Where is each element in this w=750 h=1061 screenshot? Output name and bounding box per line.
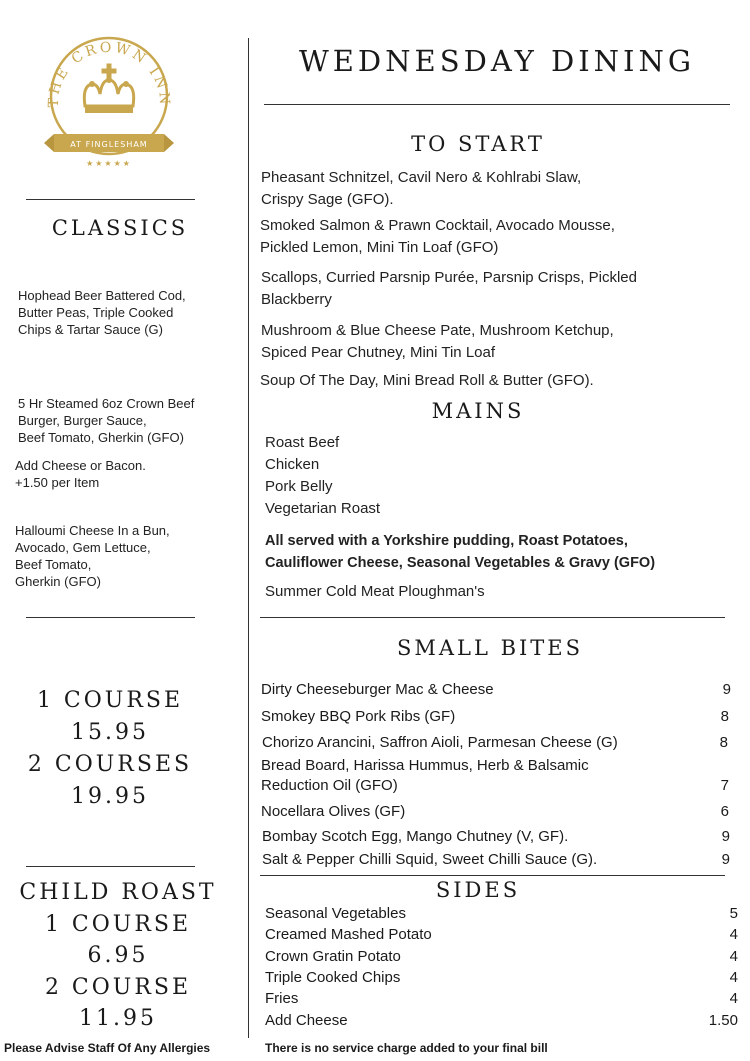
classics-item: Hophead Beer Battered Cod, Butter Peas, Triple Cooked Chips & Tartar Sauce (G) <box>18 288 186 337</box>
to-start-heading: TO START <box>411 132 545 156</box>
main-item: Chicken <box>265 456 320 473</box>
side-row <box>265 904 738 924</box>
main-item: Roast Beef <box>265 434 340 451</box>
small-bite-name: Bombay Scotch Egg, Mango Chutney (V, GF). <box>262 828 569 845</box>
main-item: Pork Belly <box>265 478 333 495</box>
divider-child-roast <box>26 866 195 867</box>
divider-classics-top <box>26 199 195 200</box>
course-label: 1 COURSE <box>36 688 184 713</box>
logo-ribbon-text: AT FINGLESHAM <box>70 140 148 149</box>
small-bite-price: 9 <box>721 851 730 868</box>
sides-heading: SIDES <box>435 878 521 902</box>
child-roast-prices <box>8 877 228 1035</box>
logo-stars: ★★★★★ <box>86 159 132 168</box>
small-bite-price: 9 <box>722 681 731 698</box>
side-price: 4 <box>729 969 738 986</box>
main-item: Summer Cold Meat Ploughman's <box>265 583 485 600</box>
small-bite-row <box>262 733 728 753</box>
side-row <box>265 968 738 988</box>
starter-item: Soup Of The Day, Mini Bread Roll & Butter (GFO). <box>260 372 594 389</box>
small-bite-price: 8 <box>719 734 728 751</box>
small-bite-price: 9 <box>721 828 730 845</box>
small-bites-heading: SMALL BITES <box>396 636 584 660</box>
small-bite-row <box>262 827 730 847</box>
side-name: Creamed Mashed Potato <box>265 926 432 943</box>
side-name: Fries <box>265 990 299 1007</box>
page-title: WEDNESDAY DINING <box>298 44 696 78</box>
side-name: Crown Gratin Potato <box>265 948 401 965</box>
small-bite-price: 6 <box>720 803 729 820</box>
course-prices <box>10 685 210 813</box>
side-row <box>265 1011 738 1031</box>
classics-item: 5 Hr Steamed 6oz Crown Beef Burger, Burger Sauce, Beef Tomato, Gherkin (GFO) <box>18 396 195 445</box>
small-bite-name: Dirty Cheeseburger Mac & Cheese <box>261 681 494 698</box>
side-row <box>265 989 738 1009</box>
child-roast-heading: CHILD ROAST <box>19 880 217 905</box>
small-bite-row <box>261 680 731 700</box>
crown-inn-logo <box>40 34 178 172</box>
divider-sides <box>260 875 725 876</box>
small-bite-row <box>261 756 729 796</box>
divider-classics-bottom <box>26 617 195 618</box>
divider-small-bites <box>260 617 725 618</box>
small-bite-price: 8 <box>720 708 729 725</box>
mains-served-with: All served with a Yorkshire pudding, Roast Potatoes, Cauliflower Cheese, Seasonal Vegetables & Gravy (GFO) <box>265 533 656 571</box>
course-price: 15.95 <box>71 720 149 745</box>
starter-item: Mushroom & Blue Cheese Pate, Mushroom Ketchup, Spiced Pear Chutney, Mini Tin Loaf <box>261 322 614 361</box>
side-price: 1.50 <box>708 1012 738 1029</box>
side-name: Seasonal Vegetables <box>265 905 406 922</box>
small-bite-name: Bread Board, Harissa Hummus, Herb & Balsamic Reduction Oil (GFO) <box>261 757 589 794</box>
mains-heading: MAINS <box>431 399 525 423</box>
course-price: 11.95 <box>79 1006 157 1031</box>
classics-item: Halloumi Cheese In a Bun, Avocado, Gem Lettuce, Beef Tomato, Gherkin (GFO) <box>15 523 170 589</box>
small-bite-price: 7 <box>720 777 729 794</box>
small-bite-name: Nocellara Olives (GF) <box>261 803 406 820</box>
course-label: 1 COURSE <box>44 911 192 937</box>
small-bite-row <box>261 707 729 727</box>
classics-addon: Add Cheese or Bacon. +1.50 per Item <box>15 458 146 490</box>
classics-heading: CLASSICS <box>51 216 189 240</box>
starter-item: Pheasant Schnitzel, Cavil Nero & Kohlrabi Slaw, Crispy Sage (GFO). <box>261 169 582 208</box>
course-label: 2 COURSES <box>27 752 193 777</box>
side-name: Add Cheese <box>265 1012 348 1029</box>
column-divider <box>248 38 249 1038</box>
small-bite-row <box>261 802 729 822</box>
side-price: 4 <box>729 948 738 965</box>
service-charge-notice: There is no service charge added to your final bill <box>265 1041 548 1055</box>
side-name: Triple Cooked Chips <box>265 969 401 986</box>
starter-item: Smoked Salmon & Prawn Cocktail, Avocado Mousse, Pickled Lemon, Mini Tin Loaf (GFO) <box>260 217 615 256</box>
main-item: Vegetarian Roast <box>265 500 381 517</box>
side-row <box>265 947 738 967</box>
course-price: 6.95 <box>87 943 149 968</box>
course-price: 19.95 <box>71 784 149 809</box>
side-price: 4 <box>729 990 738 1007</box>
logo-arc-text: THE CROWN INN <box>45 39 173 108</box>
side-price: 4 <box>729 926 738 943</box>
allergy-notice: Please Advise Staff Of Any Allergies <box>4 1041 211 1055</box>
side-price: 5 <box>729 905 738 922</box>
course-label: 2 COURSE <box>44 974 192 1000</box>
small-bite-row <box>262 850 730 870</box>
small-bite-name: Salt & Pepper Chilli Squid, Sweet Chilli Sauce (G). <box>262 851 598 868</box>
starter-item: Scallops, Curried Parsnip Purée, Parsnip Crisps, Pickled Blackberry <box>261 269 637 308</box>
small-bite-name: Smokey BBQ Pork Ribs (GF) <box>261 708 456 725</box>
title-divider <box>264 104 730 105</box>
small-bite-name: Chorizo Arancini, Saffron Aioli, Parmesan Cheese (G) <box>262 734 618 751</box>
side-row <box>265 925 738 945</box>
